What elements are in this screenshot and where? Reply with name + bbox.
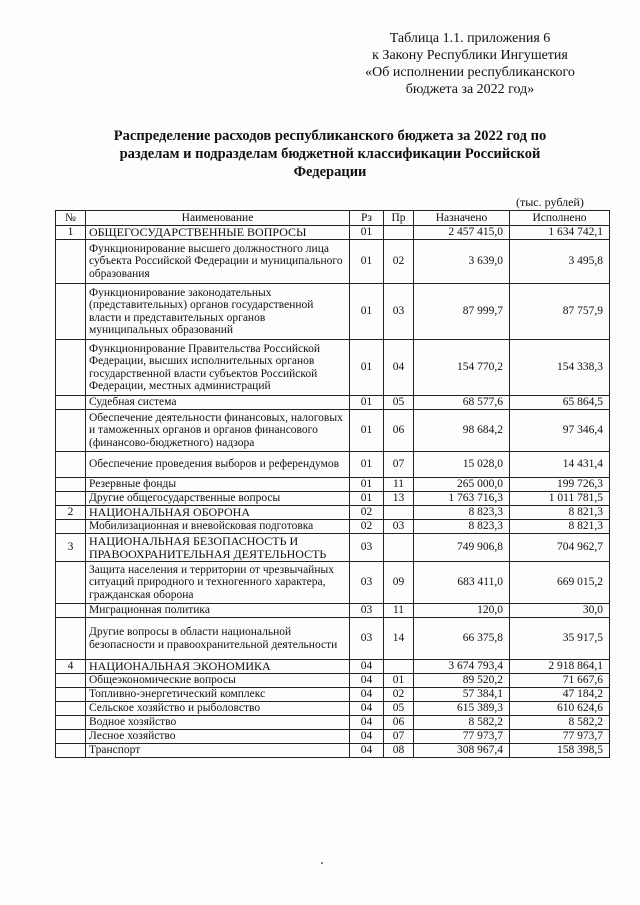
row-pr: 01	[384, 674, 414, 688]
title-line: разделам и подразделам бюджетной классификации Российской	[119, 146, 541, 162]
row-rz: 03	[350, 604, 384, 618]
row-rz: 01	[350, 226, 384, 240]
row-assigned: 154 770,2	[414, 340, 510, 396]
row-executed: 669 015,2	[510, 562, 610, 604]
row-pr: 04	[384, 340, 414, 396]
row-number	[56, 478, 86, 492]
table-row	[56, 240, 610, 284]
row-rz: 03	[350, 562, 384, 604]
row-executed: 97 346,4	[510, 410, 610, 452]
row-number: 2	[56, 506, 86, 520]
row-assigned: 98 684,2	[414, 410, 510, 452]
row-assigned: 3 639,0	[414, 240, 510, 284]
table-row	[56, 534, 610, 562]
table-row	[56, 674, 610, 688]
table-row	[56, 688, 610, 702]
header-name: Наименование	[86, 211, 350, 226]
row-number: 1	[56, 226, 86, 240]
row-rz: 01	[350, 478, 384, 492]
header-num: №	[56, 211, 86, 226]
row-pr: 07	[384, 730, 414, 744]
row-name: Водное хозяйство	[86, 716, 350, 730]
row-name: Топливно-энергетический комплекс	[86, 688, 350, 702]
row-name: Функционирование Правительства Российской Федерации, высших исполнительных органов государственной власти субъектов Российской Федерации, местных администраций	[86, 340, 350, 396]
row-name: Транспорт	[86, 744, 350, 758]
row-executed: 65 864,5	[510, 396, 610, 410]
row-name: Обеспечение проведения выборов и референдумов	[86, 452, 350, 478]
row-number	[56, 604, 86, 618]
header-note-line: Таблица 1.1. приложения 6	[389, 31, 551, 46]
row-number: 4	[56, 660, 86, 674]
row-pr: 14	[384, 618, 414, 660]
row-pr	[384, 506, 414, 520]
row-assigned: 265 000,0	[414, 478, 510, 492]
row-assigned: 1 763 716,3	[414, 492, 510, 506]
table-row	[56, 744, 610, 758]
row-assigned: 8 823,3	[414, 506, 510, 520]
row-pr: 07	[384, 452, 414, 478]
row-pr: 02	[384, 688, 414, 702]
row-name: Функционирование законодательных (представительных) органов государственной власти и представительных органов муниципальных образований	[86, 284, 350, 340]
row-executed: 14 431,4	[510, 452, 610, 478]
row-name: Сельское хозяйство и рыболовство	[86, 702, 350, 716]
row-pr: 06	[384, 716, 414, 730]
row-executed: 199 726,3	[510, 478, 610, 492]
row-executed: 158 398,5	[510, 744, 610, 758]
table-row	[56, 660, 610, 674]
row-name: Резервные фонды	[86, 478, 350, 492]
budget-table	[55, 210, 610, 758]
row-assigned: 77 973,7	[414, 730, 510, 744]
row-pr: 06	[384, 410, 414, 452]
header-pr: Пр	[384, 211, 414, 226]
row-assigned: 87 999,7	[414, 284, 510, 340]
header-note-line: бюджета за 2022 год»	[405, 82, 535, 97]
row-pr: 02	[384, 240, 414, 284]
row-rz: 01	[350, 340, 384, 396]
row-number	[56, 674, 86, 688]
row-number	[56, 702, 86, 716]
row-executed: 1 011 781,5	[510, 492, 610, 506]
row-executed: 47 184,2	[510, 688, 610, 702]
row-name: ОБЩЕГОСУДАРСТВЕННЫЕ ВОПРОСЫ	[86, 226, 350, 240]
row-number	[56, 452, 86, 478]
row-name: НАЦИОНАЛЬНАЯ БЕЗОПАСНОСТЬ И ПРАВООХРАНИТЕЛЬНАЯ ДЕЯТЕЛЬНОСТЬ	[86, 534, 350, 562]
row-rz: 03	[350, 618, 384, 660]
row-name: Миграционная политика	[86, 604, 350, 618]
header-note-line: к Закону Республики Ингушетия	[372, 48, 568, 63]
row-assigned: 615 389,3	[414, 702, 510, 716]
document-title	[70, 127, 590, 181]
row-rz: 01	[350, 396, 384, 410]
scan-speck	[321, 862, 323, 864]
row-number	[56, 618, 86, 660]
row-name: Другие вопросы в области национальной безопасности и правоохранительной деятельности	[86, 618, 350, 660]
row-assigned: 3 674 793,4	[414, 660, 510, 674]
header-executed: Исполнено	[510, 211, 610, 226]
row-number	[56, 340, 86, 396]
row-rz: 01	[350, 240, 384, 284]
table-row	[56, 562, 610, 604]
row-executed: 8 821,3	[510, 506, 610, 520]
table-row	[56, 506, 610, 520]
row-executed: 77 973,7	[510, 730, 610, 744]
table-row	[56, 340, 610, 396]
row-pr: 03	[384, 520, 414, 534]
row-number	[56, 284, 86, 340]
row-rz: 04	[350, 660, 384, 674]
title-line: Федерации	[293, 164, 367, 180]
row-number	[56, 730, 86, 744]
row-assigned: 68 577,6	[414, 396, 510, 410]
row-rz: 02	[350, 506, 384, 520]
row-pr	[384, 660, 414, 674]
row-pr: 05	[384, 702, 414, 716]
row-executed: 1 634 742,1	[510, 226, 610, 240]
table-row	[56, 618, 610, 660]
table-row	[56, 284, 610, 340]
row-pr: 11	[384, 604, 414, 618]
row-executed: 3 495,8	[510, 240, 610, 284]
row-name: Мобилизационная и вневойсковая подготовка	[86, 520, 350, 534]
row-name: НАЦИОНАЛЬНАЯ ОБОРОНА	[86, 506, 350, 520]
row-pr: 08	[384, 744, 414, 758]
row-rz: 01	[350, 284, 384, 340]
row-executed: 2 918 864,1	[510, 660, 610, 674]
row-assigned: 308 967,4	[414, 744, 510, 758]
row-name: Лесное хозяйство	[86, 730, 350, 744]
row-executed: 87 757,9	[510, 284, 610, 340]
row-rz: 04	[350, 744, 384, 758]
row-number	[56, 492, 86, 506]
title-line: Распределение расходов республиканского бюджета за 2022 год по	[113, 128, 547, 144]
row-name: Другие общегосударственные вопросы	[86, 492, 350, 506]
row-executed: 610 624,6	[510, 702, 610, 716]
row-rz: 04	[350, 688, 384, 702]
table-row	[56, 396, 610, 410]
row-number	[56, 410, 86, 452]
row-assigned: 120,0	[414, 604, 510, 618]
row-executed: 71 667,6	[510, 674, 610, 688]
row-number	[56, 396, 86, 410]
row-pr: 09	[384, 562, 414, 604]
row-rz: 01	[350, 410, 384, 452]
row-assigned: 89 520,2	[414, 674, 510, 688]
row-rz: 04	[350, 730, 384, 744]
table-row	[56, 520, 610, 534]
row-assigned: 57 384,1	[414, 688, 510, 702]
table-row	[56, 478, 610, 492]
row-name: Судебная система	[86, 396, 350, 410]
table-row	[56, 226, 610, 240]
table-row	[56, 452, 610, 478]
table-row	[56, 410, 610, 452]
row-rz: 02	[350, 520, 384, 534]
row-executed: 8 821,3	[510, 520, 610, 534]
row-assigned: 2 457 415,0	[414, 226, 510, 240]
row-rz: 01	[350, 492, 384, 506]
row-rz: 03	[350, 534, 384, 562]
row-number	[56, 688, 86, 702]
units-label: (тыс. рублей)	[516, 195, 584, 209]
row-name: Защита населения и территории от чрезвычайных ситуаций природного и техногенного характера, гражданская оборона	[86, 562, 350, 604]
table-row	[56, 716, 610, 730]
row-assigned: 8 582,2	[414, 716, 510, 730]
row-name: НАЦИОНАЛЬНАЯ ЭКОНОМИКА	[86, 660, 350, 674]
row-pr: 03	[384, 284, 414, 340]
row-number	[56, 562, 86, 604]
table-header-row	[56, 211, 610, 226]
row-rz: 04	[350, 674, 384, 688]
table-row	[56, 702, 610, 716]
header-assigned: Назначено	[414, 211, 510, 226]
row-pr	[384, 534, 414, 562]
row-executed: 35 917,5	[510, 618, 610, 660]
row-number	[56, 240, 86, 284]
row-rz: 04	[350, 702, 384, 716]
row-executed: 30,0	[510, 604, 610, 618]
row-name: Обеспечение деятельности финансовых, налоговых и таможенных органов и органов финансового (финансово-бюджетного) надзора	[86, 410, 350, 452]
row-number	[56, 716, 86, 730]
row-pr	[384, 226, 414, 240]
header-rz: Рз	[350, 211, 384, 226]
row-rz: 01	[350, 452, 384, 478]
row-pr: 13	[384, 492, 414, 506]
row-executed: 704 962,7	[510, 534, 610, 562]
table-row	[56, 492, 610, 506]
row-number	[56, 520, 86, 534]
row-assigned: 8 823,3	[414, 520, 510, 534]
row-number: 3	[56, 534, 86, 562]
row-assigned: 749 906,8	[414, 534, 510, 562]
table-row	[56, 604, 610, 618]
row-executed: 8 582,2	[510, 716, 610, 730]
row-name: Функционирование высшего должностного лица субъекта Российской Федерации и муниципального образования	[86, 240, 350, 284]
row-name: Общеэкономические вопросы	[86, 674, 350, 688]
header-note-line: «Об исполнении республиканского	[365, 65, 575, 80]
row-assigned: 15 028,0	[414, 452, 510, 478]
header-note	[330, 30, 610, 98]
row-pr: 11	[384, 478, 414, 492]
row-pr: 05	[384, 396, 414, 410]
table-row	[56, 730, 610, 744]
row-executed: 154 338,3	[510, 340, 610, 396]
row-assigned: 66 375,8	[414, 618, 510, 660]
row-rz: 04	[350, 716, 384, 730]
row-number	[56, 744, 86, 758]
row-assigned: 683 411,0	[414, 562, 510, 604]
